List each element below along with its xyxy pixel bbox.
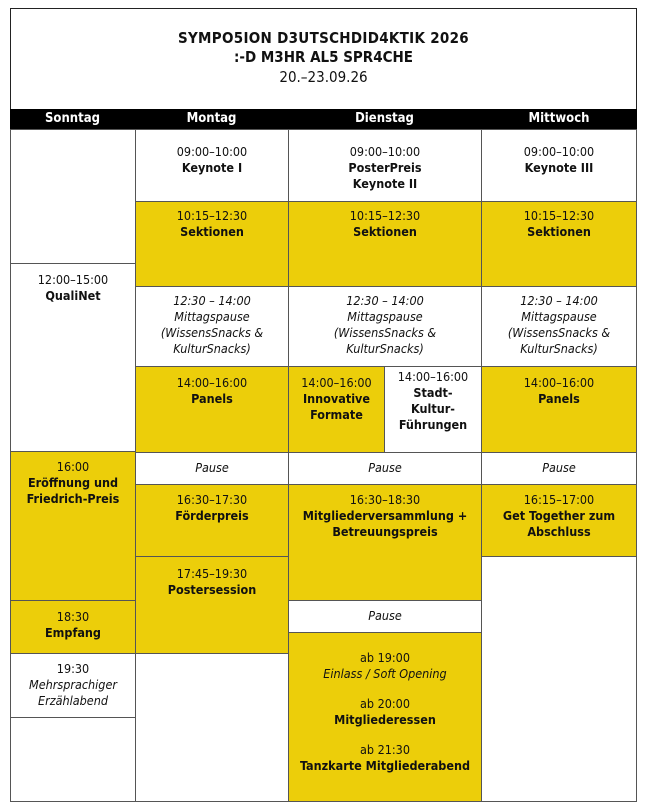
day-header-dienstag: Dienstag [288, 109, 481, 129]
montag-panels [135, 366, 289, 453]
sonntag-empty-morning [10, 129, 136, 264]
gettogether-time: 16:15–17:00 [523, 492, 595, 507]
dienstag-mittag-line3: KulturSnacks) [346, 341, 424, 356]
dienstag-mittag-line1: Mittagspause [347, 309, 423, 324]
fuehrungen-line1: Stadt- [413, 385, 453, 400]
abend-time-2: ab 20:00 [359, 696, 410, 711]
mittwoch-sektionen-time: 10:15–12:30 [523, 208, 595, 223]
montag-keynote-title: Keynote I [181, 160, 243, 175]
mittwoch-mittag-time: 12:30 – 14:00 [520, 293, 598, 308]
dienstag-abendprogramm [288, 632, 482, 802]
gettogether-line2: Abschluss [527, 524, 591, 539]
montag-pause-label: Pause [195, 460, 229, 475]
mittwoch-gettogether [481, 484, 637, 557]
dienstag-pause-evening [288, 600, 482, 633]
event-dates: 20.–23.09.26 [279, 68, 368, 86]
mittwoch-panels-title: Panels [538, 391, 580, 406]
empfang-time: 18:30 [56, 609, 90, 624]
posterpreis-label: PosterPreis [348, 160, 422, 175]
mittwoch-pause [481, 452, 637, 485]
dienstag-mittag-time: 12:30 – 14:00 [346, 293, 424, 308]
innovative-line1: Innovative [302, 391, 371, 406]
dienstag-stadtfuehrungen [384, 366, 482, 453]
fuehrungen-line2: Kultur- [411, 401, 455, 416]
montag-mittagspause [135, 286, 289, 367]
mitglieder-time: 16:30–18:30 [349, 492, 421, 507]
mittwoch-mittagspause [481, 286, 637, 367]
day-header-montag: Montag [135, 109, 288, 129]
gettogether-line1: Get Together zum [502, 508, 616, 523]
erzaehlabend-time: 19:30 [56, 661, 90, 676]
mittwoch-empty-evening [481, 556, 637, 802]
montag-pause [135, 452, 289, 485]
mittwoch-keynote-title: Keynote III [524, 160, 594, 175]
eroeffnung-time: 16:00 [56, 459, 90, 474]
montag-postersession [135, 556, 289, 654]
dienstag-pause1-label: Pause [368, 460, 402, 475]
schedule-header [11, 9, 636, 117]
sonntag-qualinet [10, 263, 136, 452]
dienstag-keynote [288, 129, 482, 202]
dienstag-sektionen [288, 201, 482, 287]
qualinet-time: 12:00–15:00 [37, 272, 109, 287]
montag-sektionen-title: Sektionen [180, 224, 244, 239]
mitglieder-line1: Mitgliederversammlung + [302, 508, 468, 523]
foerderpreis-time: 16:30–17:30 [176, 492, 248, 507]
dienstag-mitgliederversammlung [288, 484, 482, 601]
dienstag-sektionen-time: 10:15–12:30 [349, 208, 421, 223]
fuehrungen-line3: Führungen [398, 417, 468, 432]
innovative-line2: Formate [310, 407, 363, 422]
dienstag-pause2-label: Pause [368, 608, 402, 623]
montag-mittag-line2: (WissensSnacks & [160, 325, 264, 340]
mittwoch-panels [481, 366, 637, 453]
abend-label-3: Tanzkarte Mitgliederabend [299, 758, 471, 773]
montag-sektionen-time: 10:15–12:30 [176, 208, 248, 223]
eroeffnung-title: Eröffnung und Friedrich-Preis [26, 475, 120, 506]
day-header-mittwoch: Mittwoch [481, 109, 637, 129]
event-title: SYMPO5ION D3UTSCHDID4KTIK 2026 [177, 29, 470, 47]
abend-time-1: ab 19:00 [359, 650, 410, 665]
mittwoch-sektionen-title: Sektionen [527, 224, 591, 239]
montag-keynote-time: 09:00–10:00 [176, 144, 248, 159]
mittwoch-keynote-time: 09:00–10:00 [523, 144, 595, 159]
mittwoch-mittag-line1: Mittagspause [521, 309, 597, 324]
montag-sektionen [135, 201, 289, 287]
postersession-time: 17:45–19:30 [176, 566, 248, 581]
dienstag-sektionen-title: Sektionen [353, 224, 417, 239]
empfang-title: Empfang [45, 625, 101, 640]
sonntag-eroeffnung [10, 451, 136, 601]
abend-label-1: Einlass / Soft Opening [323, 666, 447, 681]
dienstag-mittagspause [288, 286, 482, 367]
mittwoch-mittag-line3: KulturSnacks) [520, 341, 598, 356]
mittwoch-panels-time: 14:00–16:00 [523, 375, 595, 390]
montag-empty-evening [135, 653, 289, 802]
mitglieder-line2: Betreuungspreis [332, 524, 438, 539]
dienstag-mittag-line2: (WissensSnacks & [333, 325, 437, 340]
montag-panels-title: Panels [191, 391, 233, 406]
mittwoch-pause-label: Pause [542, 460, 576, 475]
dienstag-keynote-title: Keynote II [352, 176, 418, 191]
foerderpreis-title: Förderpreis [175, 508, 249, 523]
montag-mittag-line1: Mittagspause [174, 309, 250, 324]
dienstag-pause [288, 452, 482, 485]
montag-mittag-time: 12:30 – 14:00 [173, 293, 251, 308]
innovative-time: 14:00–16:00 [301, 375, 372, 390]
event-subtitle: :-D M3HR AL5 SPR4CHE [233, 48, 414, 66]
dienstag-keynote-time: 09:00–10:00 [349, 144, 421, 159]
postersession-title: Postersession [167, 582, 257, 597]
erzaehlabend-title: Mehrsprachiger Erzählabend [28, 677, 117, 708]
dienstag-innovative-formate [288, 366, 385, 453]
montag-foerderpreis [135, 484, 289, 557]
mittwoch-sektionen [481, 201, 637, 287]
abend-label-2: Mitgliederessen [334, 712, 436, 727]
sonntag-erzaehlabend [10, 653, 136, 718]
montag-mittag-line3: KulturSnacks) [173, 341, 251, 356]
qualinet-title: QualiNet [45, 288, 101, 303]
sonntag-empty-evening [10, 717, 136, 802]
mittwoch-mittag-line2: (WissensSnacks & [507, 325, 611, 340]
sonntag-empfang [10, 600, 136, 654]
montag-panels-time: 14:00–16:00 [176, 375, 248, 390]
montag-keynote [135, 129, 289, 202]
day-header-sonntag: Sonntag [10, 109, 135, 129]
fuehrungen-time: 14:00–16:00 [397, 369, 469, 384]
abend-time-3: ab 21:30 [359, 742, 410, 757]
mittwoch-keynote [481, 129, 637, 202]
